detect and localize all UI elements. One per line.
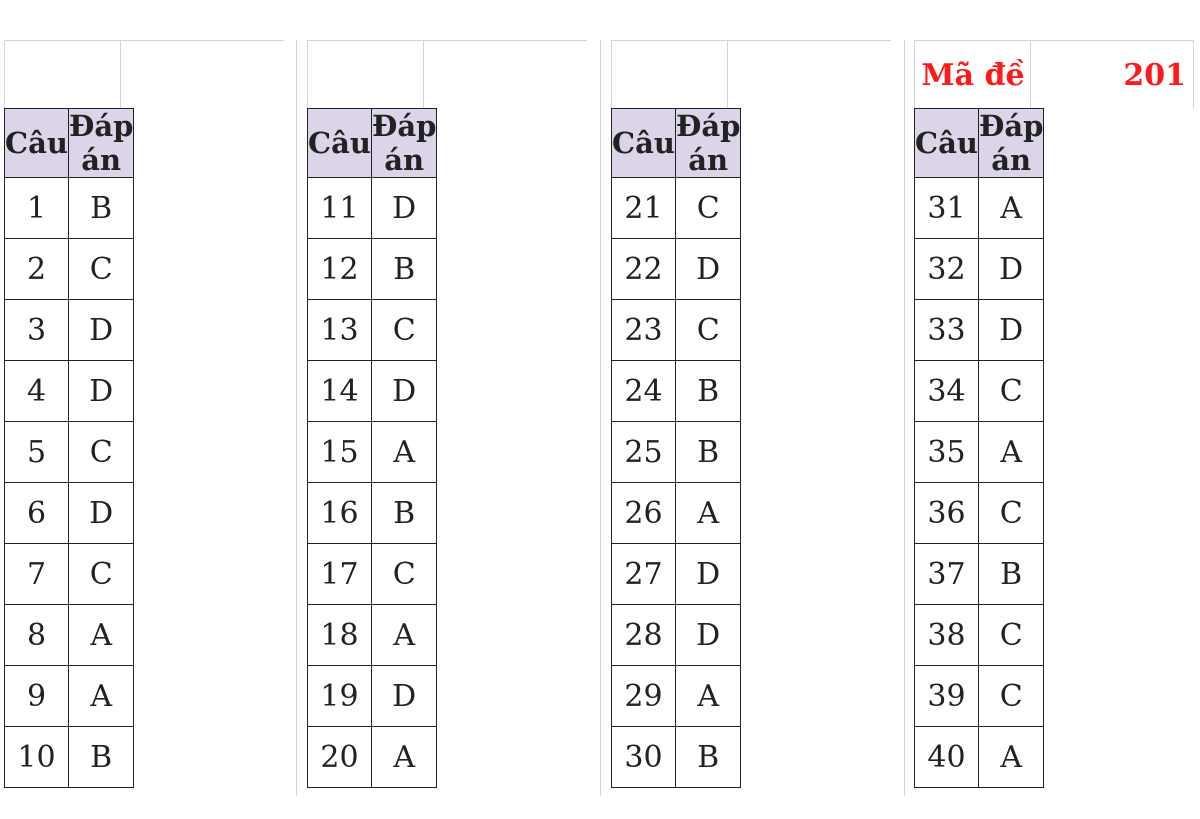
table-row <box>612 666 741 727</box>
answer-cell: D <box>371 666 436 727</box>
table-row <box>308 300 437 361</box>
question-number-cell: 37 <box>915 544 979 605</box>
question-number-cell: 3 <box>5 300 69 361</box>
question-number-cell: 9 <box>5 666 69 727</box>
question-number-cell: 25 <box>612 422 676 483</box>
answer-cell: C <box>675 178 740 239</box>
table-row <box>308 178 437 239</box>
table-row <box>915 361 1044 422</box>
question-number-cell: 5 <box>5 422 69 483</box>
answer-cell: D <box>68 483 133 544</box>
answer-cell: B <box>68 178 133 239</box>
question-number-cell: 7 <box>5 544 69 605</box>
table-row <box>308 483 437 544</box>
answer-cell: C <box>978 605 1043 666</box>
blank-cell <box>611 40 727 108</box>
blank-cell <box>120 40 284 108</box>
question-number-cell: 11 <box>308 178 372 239</box>
table-row <box>5 483 134 544</box>
answer-cell: D <box>68 361 133 422</box>
answer-cell: B <box>68 727 133 788</box>
question-number-cell: 2 <box>5 239 69 300</box>
answer-cell: C <box>978 361 1043 422</box>
gap-line <box>600 40 601 796</box>
table-row <box>612 727 741 788</box>
exam-code-label: Mã đề <box>921 58 1025 93</box>
question-number-cell: 27 <box>612 544 676 605</box>
header-question-cell: Câu <box>308 109 372 178</box>
question-number-cell: 21 <box>612 178 676 239</box>
question-number-cell: 20 <box>308 727 372 788</box>
question-number-cell: 35 <box>915 422 979 483</box>
question-number-cell: 38 <box>915 605 979 666</box>
answer-cell: B <box>371 483 436 544</box>
table-row <box>308 544 437 605</box>
answer-table <box>4 108 134 788</box>
question-number-cell: 10 <box>5 727 69 788</box>
answer-cell: D <box>675 544 740 605</box>
question-number-cell: 6 <box>5 483 69 544</box>
question-number-cell: 12 <box>308 239 372 300</box>
header-question-cell: Câu <box>5 109 69 178</box>
answer-cell: B <box>978 544 1043 605</box>
table-row <box>5 300 134 361</box>
question-number-cell: 24 <box>612 361 676 422</box>
table-row <box>612 544 741 605</box>
answer-cell: B <box>675 361 740 422</box>
answer-cell: A <box>978 178 1043 239</box>
answer-cell: C <box>68 544 133 605</box>
answer-cell: A <box>675 666 740 727</box>
answer-cell: A <box>68 605 133 666</box>
blank-cell <box>307 40 423 108</box>
table-row <box>915 300 1044 361</box>
table-row <box>612 239 741 300</box>
table-row <box>5 727 134 788</box>
blank-cell <box>727 40 891 108</box>
answer-cell: B <box>371 239 436 300</box>
table-row <box>612 361 741 422</box>
table-header-row <box>308 109 437 178</box>
question-number-cell: 32 <box>915 239 979 300</box>
blank-cell <box>423 40 587 108</box>
table-row <box>915 605 1044 666</box>
answer-cell: D <box>68 300 133 361</box>
question-number-cell: 28 <box>612 605 676 666</box>
question-number-cell: 33 <box>915 300 979 361</box>
table-row <box>5 422 134 483</box>
answer-cell: C <box>978 666 1043 727</box>
question-number-cell: 15 <box>308 422 372 483</box>
table-row <box>5 239 134 300</box>
exam-code-value: 201 <box>1123 58 1186 93</box>
table-row <box>5 666 134 727</box>
answer-cell: B <box>675 422 740 483</box>
answer-cell: A <box>371 727 436 788</box>
header-answer-cell: Đáp án <box>978 109 1044 177</box>
question-number-cell: 22 <box>612 239 676 300</box>
table-row <box>5 605 134 666</box>
answer-cell: C <box>675 300 740 361</box>
answer-cell: C <box>978 483 1043 544</box>
gap-line <box>296 40 297 796</box>
table-header-row <box>915 109 1044 178</box>
answer-table <box>914 108 1044 788</box>
question-number-cell: 39 <box>915 666 979 727</box>
table-row <box>915 422 1044 483</box>
table-row <box>5 178 134 239</box>
table-row <box>5 361 134 422</box>
table-row <box>915 483 1044 544</box>
table-row <box>308 605 437 666</box>
table-row <box>308 727 437 788</box>
question-number-cell: 4 <box>5 361 69 422</box>
question-number-cell: 23 <box>612 300 676 361</box>
table-row <box>612 422 741 483</box>
table-row <box>308 666 437 727</box>
table-row <box>612 300 741 361</box>
question-number-cell: 17 <box>308 544 372 605</box>
question-number-cell: 29 <box>612 666 676 727</box>
table-row <box>612 483 741 544</box>
answer-cell: D <box>371 361 436 422</box>
answer-cell: D <box>675 239 740 300</box>
answer-table <box>307 108 437 788</box>
table-row <box>915 178 1044 239</box>
answer-cell: A <box>675 483 740 544</box>
header-answer-cell: Đáp án <box>68 109 134 177</box>
table-row <box>915 544 1044 605</box>
question-number-cell: 8 <box>5 605 69 666</box>
header-question-cell: Câu <box>915 109 979 178</box>
answer-cell: C <box>371 300 436 361</box>
question-number-cell: 16 <box>308 483 372 544</box>
table-row <box>915 666 1044 727</box>
question-number-cell: 19 <box>308 666 372 727</box>
table-row <box>612 178 741 239</box>
gap-line <box>904 40 905 796</box>
question-number-cell: 18 <box>308 605 372 666</box>
question-number-cell: 26 <box>612 483 676 544</box>
question-number-cell: 36 <box>915 483 979 544</box>
question-number-cell: 30 <box>612 727 676 788</box>
answer-cell: A <box>978 422 1043 483</box>
table-row <box>915 239 1044 300</box>
answer-cell: C <box>68 239 133 300</box>
answer-table <box>611 108 741 788</box>
answer-cell: B <box>675 727 740 788</box>
table-row <box>5 544 134 605</box>
answer-cell: A <box>371 605 436 666</box>
table-row <box>612 605 741 666</box>
table-row <box>308 422 437 483</box>
header-answer-cell: Đáp án <box>371 109 437 177</box>
table-header-row <box>612 109 741 178</box>
header-answer-cell: Đáp án <box>675 109 741 177</box>
blank-cell <box>4 40 120 108</box>
answer-cell: A <box>978 727 1043 788</box>
question-number-cell: 31 <box>915 178 979 239</box>
answer-cell: D <box>978 300 1043 361</box>
table-row <box>915 727 1044 788</box>
answer-cell: C <box>68 422 133 483</box>
answer-cell: D <box>978 239 1043 300</box>
answer-cell: C <box>371 544 436 605</box>
table-header-row <box>5 109 134 178</box>
question-number-cell: 1 <box>5 178 69 239</box>
table-row <box>308 239 437 300</box>
question-number-cell: 40 <box>915 727 979 788</box>
answer-cell: A <box>68 666 133 727</box>
answer-cell: D <box>675 605 740 666</box>
question-number-cell: 13 <box>308 300 372 361</box>
header-question-cell: Câu <box>612 109 676 178</box>
table-row <box>308 361 437 422</box>
question-number-cell: 34 <box>915 361 979 422</box>
question-number-cell: 14 <box>308 361 372 422</box>
answer-cell: A <box>371 422 436 483</box>
answer-cell: D <box>371 178 436 239</box>
